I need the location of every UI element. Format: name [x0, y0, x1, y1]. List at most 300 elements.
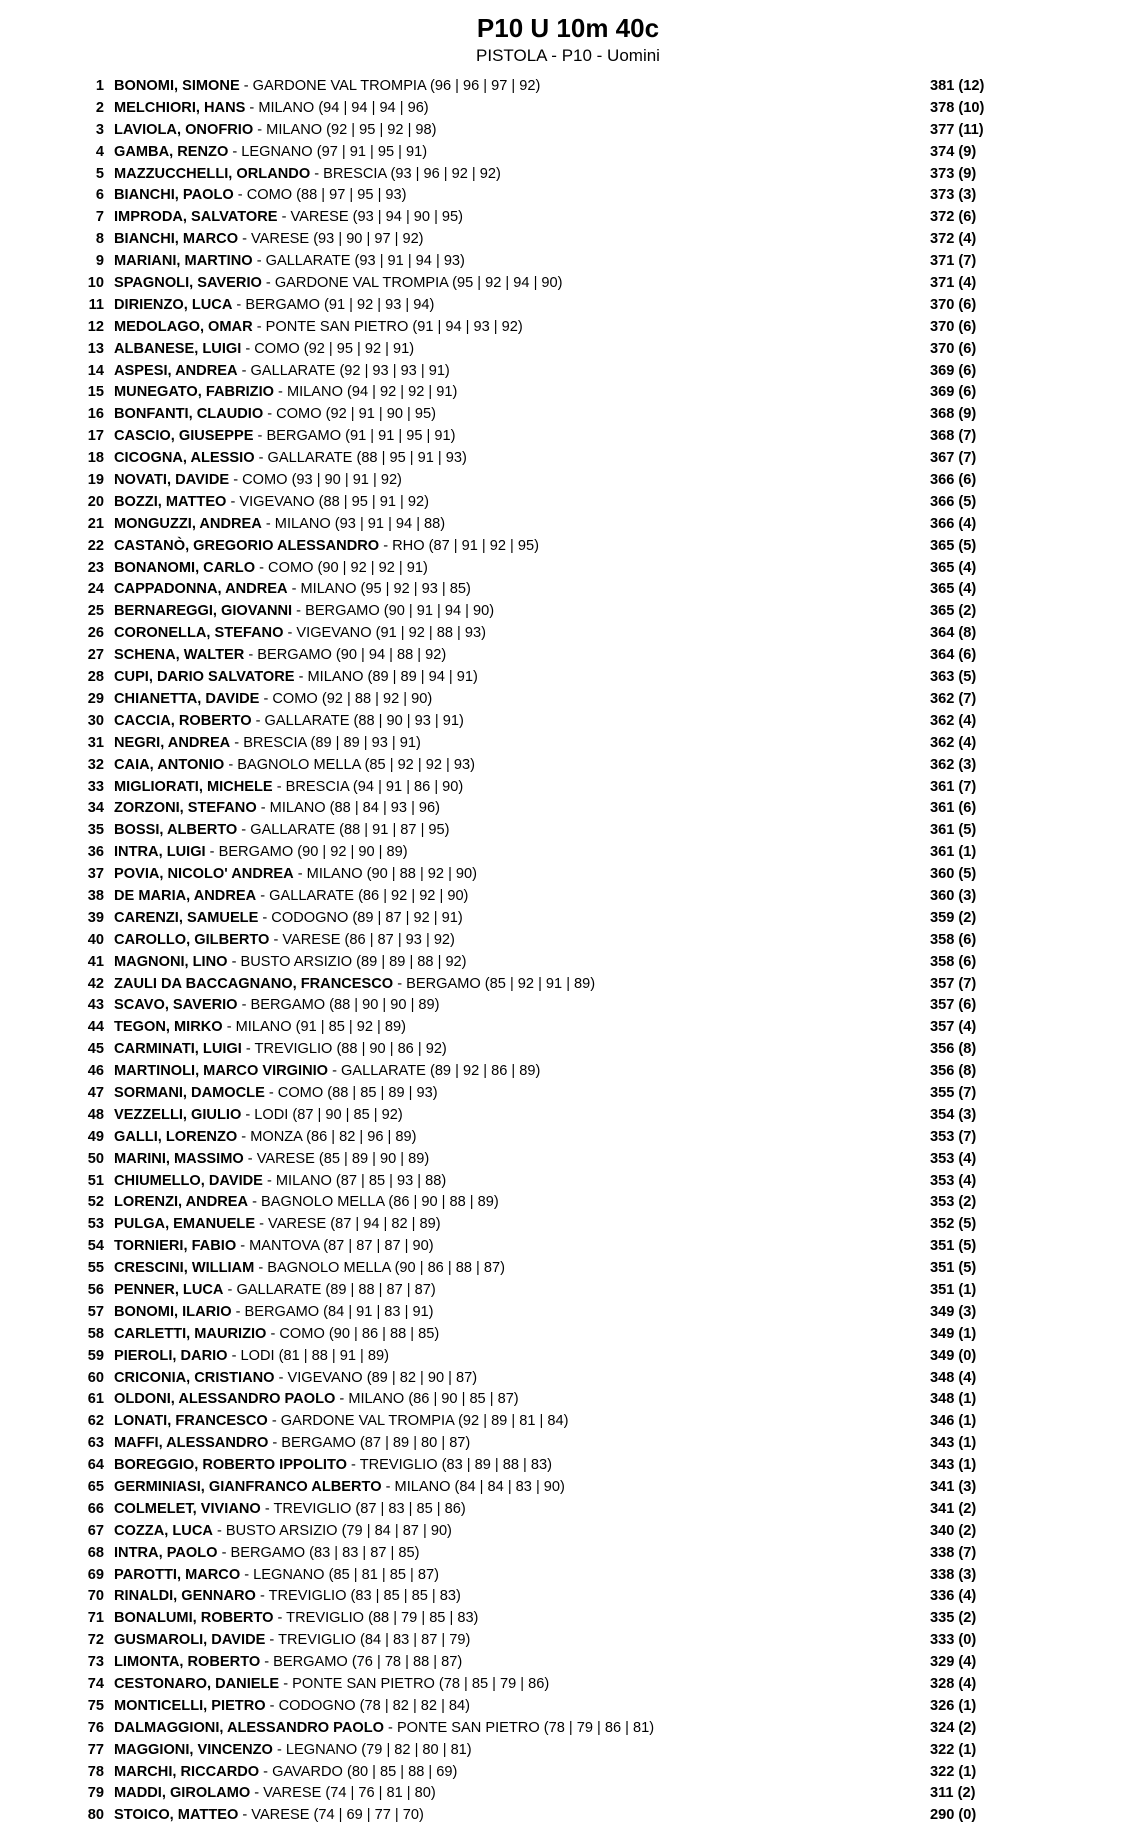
result-total-score: 341 (3)	[930, 1479, 977, 1495]
athlete-name: INTRA, PAOLO	[114, 1544, 218, 1561]
result-row	[0, 1061, 1136, 1083]
result-rank: 40	[87, 931, 104, 948]
athlete-name: MONTICELLI, PIETRO	[114, 1697, 266, 1714]
result-row	[0, 995, 1136, 1017]
athlete-name: CACCIA, ROBERTO	[114, 712, 252, 729]
athlete-name: SCAVO, SAVERIO	[114, 997, 238, 1014]
result-row	[0, 1039, 1136, 1061]
result-rank: 61	[87, 1391, 104, 1408]
result-total-score: 366 (5)	[930, 493, 977, 510]
result-entry	[114, 1521, 452, 1543]
club-and-series-scores: - COMO (88 | 97 | 95 | 93)	[233, 187, 407, 204]
result-rank: 52	[87, 1194, 104, 1211]
result-entry	[114, 1696, 470, 1718]
club-and-series-scores: - BAGNOLO MELLA (90 | 86 | 88 | 87)	[254, 1260, 505, 1277]
result-rank: 54	[87, 1238, 104, 1255]
result-row	[0, 1783, 1136, 1805]
result-total-score: 365 (4)	[930, 559, 977, 576]
result-entry	[114, 273, 563, 295]
result-entry	[114, 820, 450, 842]
result-entry	[114, 1608, 478, 1630]
result-total-score: 348 (4)	[930, 1369, 977, 1386]
result-rank: 69	[87, 1566, 104, 1583]
result-entry	[114, 995, 440, 1017]
result-total-score: 352 (5)	[930, 1216, 977, 1233]
result-total-score: 311 (2)	[930, 1785, 976, 1802]
athlete-name: MARTINOLI, MARCO VIRGINIO	[114, 1063, 329, 1080]
athlete-name: CRESCINI, WILLIAM	[114, 1260, 255, 1277]
club-and-series-scores: - MILANO (95 | 92 | 93 | 85)	[287, 581, 471, 598]
result-rank: 14	[87, 362, 104, 379]
result-row	[0, 426, 1136, 448]
club-and-series-scores: - GARDONE VAL TROMPIA (95 | 92 | 94 | 90)	[261, 275, 563, 292]
result-entry	[114, 1149, 429, 1171]
result-entry	[114, 536, 539, 558]
club-and-series-scores: - GALLARATE (86 | 92 | 92 | 90)	[256, 887, 469, 904]
athlete-name: CARENZI, SAMUELE	[114, 909, 259, 926]
athlete-name: NOVATI, DAVIDE	[114, 472, 230, 489]
club-and-series-scores: - BERGAMO (85 | 92 | 91 | 89)	[393, 975, 596, 992]
athlete-name: POVIA, NICOLO' ANDREA	[114, 866, 294, 883]
result-rank: 75	[87, 1697, 104, 1714]
result-row	[0, 1192, 1136, 1214]
result-entry	[114, 1280, 436, 1302]
result-entry	[114, 514, 445, 536]
result-entry	[114, 142, 427, 164]
athlete-name: CASTANÒ, GREGORIO ALESSANDRO	[114, 537, 380, 554]
result-row	[0, 470, 1136, 492]
result-row	[0, 1389, 1136, 1411]
club-and-series-scores: - COMO (92 | 91 | 90 | 95)	[263, 406, 436, 423]
result-total-score: 353 (7)	[930, 1128, 977, 1145]
result-total-score: 381 (12)	[930, 78, 985, 94]
result-total-score: 338 (3)	[930, 1566, 977, 1583]
result-entry	[114, 864, 477, 886]
athlete-name: CARLETTI, MAURIZIO	[114, 1325, 267, 1342]
club-and-series-scores: - BERGAMO (76 | 78 | 88 | 87)	[260, 1654, 463, 1671]
result-entry	[114, 1258, 505, 1280]
result-total-score: 290 (0)	[930, 1807, 977, 1824]
result-rank: 42	[87, 975, 104, 992]
result-rank: 49	[87, 1128, 104, 1145]
result-rank: 78	[87, 1763, 104, 1780]
result-entry	[114, 251, 465, 273]
result-entry	[114, 1346, 389, 1368]
result-rank: 30	[87, 712, 104, 729]
athlete-name: COLMELET, VIVIANO	[114, 1500, 261, 1517]
athlete-name: NEGRI, ANDREA	[114, 734, 231, 751]
result-row	[0, 273, 1136, 295]
athlete-name: CHIUMELLO, DAVIDE	[114, 1172, 263, 1189]
result-row	[0, 755, 1136, 777]
result-rank: 29	[87, 690, 104, 707]
result-total-score: 357 (7)	[930, 975, 977, 992]
result-rank: 39	[87, 909, 104, 926]
club-and-series-scores: - MONZA (86 | 82 | 96 | 89)	[237, 1128, 417, 1145]
club-and-series-scores: - GALLARATE (88 | 90 | 93 | 91)	[251, 712, 464, 729]
club-and-series-scores: - GAVARDO (80 | 85 | 88 | 69)	[259, 1763, 458, 1780]
result-entry	[114, 579, 471, 601]
athlete-name: BOREGGIO, ROBERTO IPPOLITO	[114, 1457, 347, 1474]
club-and-series-scores: - VARESE (87 | 94 | 82 | 89)	[255, 1216, 441, 1233]
club-and-series-scores: - LODI (81 | 88 | 91 | 89)	[227, 1347, 389, 1364]
result-total-score: 346 (1)	[930, 1413, 977, 1430]
result-entry	[114, 229, 424, 251]
result-total-score: 369 (6)	[930, 362, 977, 379]
athlete-name: CAROLLO, GILBERTO	[114, 931, 270, 948]
athlete-name: PIEROLI, DARIO	[114, 1347, 228, 1364]
result-total-score: 357 (4)	[930, 1019, 977, 1036]
result-total-score: 361 (5)	[930, 822, 977, 839]
result-row	[0, 1455, 1136, 1477]
result-entry	[114, 1127, 417, 1149]
result-row	[0, 1324, 1136, 1346]
result-row	[0, 1127, 1136, 1149]
result-row	[0, 1718, 1136, 1740]
club-and-series-scores: - CODOGNO (78 | 82 | 82 | 84)	[265, 1697, 471, 1714]
result-total-score: 378 (10)	[930, 99, 985, 116]
result-total-score: 362 (4)	[930, 734, 977, 751]
result-total-score: 368 (7)	[930, 428, 977, 445]
result-row	[0, 820, 1136, 842]
club-and-series-scores: - BUSTO ARSIZIO (79 | 84 | 87 | 90)	[212, 1522, 452, 1539]
club-and-series-scores: - GARDONE VAL TROMPIA (96 | 96 | 97 | 92)	[239, 78, 541, 94]
result-rank: 28	[87, 669, 104, 686]
result-entry	[114, 1740, 472, 1762]
result-rank: 67	[87, 1522, 104, 1539]
result-row	[0, 1543, 1136, 1565]
athlete-name: BONFANTI, CLAUDIO	[114, 406, 264, 423]
result-entry	[114, 842, 408, 864]
result-rank: 55	[87, 1260, 104, 1277]
result-total-score: 370 (6)	[930, 318, 977, 335]
result-total-score: 372 (6)	[930, 209, 977, 226]
result-rank: 9	[95, 253, 104, 270]
result-total-score: 365 (5)	[930, 537, 977, 554]
athlete-name: CARMINATI, LUIGI	[114, 1041, 242, 1058]
club-and-series-scores: - CODOGNO (89 | 87 | 92 | 91)	[258, 909, 463, 926]
result-total-score: 361 (6)	[930, 800, 977, 817]
club-and-series-scores: - GALLARATE (89 | 92 | 86 | 89)	[328, 1063, 541, 1080]
result-entry	[114, 1324, 439, 1346]
athlete-name: LAVIOLA, ONOFRIO	[114, 121, 254, 138]
club-and-series-scores: - VARESE (86 | 87 | 93 | 92)	[269, 931, 455, 948]
result-rank: 59	[87, 1347, 104, 1364]
club-and-series-scores: - VIGEVANO (91 | 92 | 88 | 93)	[283, 625, 486, 642]
result-total-score: 351 (5)	[930, 1238, 977, 1255]
result-entry	[114, 120, 437, 142]
result-total-score: 324 (2)	[930, 1719, 977, 1736]
result-rank: 31	[87, 734, 104, 751]
result-total-score: 364 (8)	[930, 625, 977, 642]
result-entry	[114, 1630, 470, 1652]
result-entry	[114, 98, 429, 120]
result-row	[0, 1805, 1136, 1827]
result-entry	[114, 1783, 436, 1805]
result-total-score: 341 (2)	[930, 1500, 977, 1517]
result-row	[0, 1258, 1136, 1280]
result-entry	[114, 207, 463, 229]
athlete-name: TORNIERI, FABIO	[114, 1238, 237, 1255]
club-and-series-scores: - BERGAMO (90 | 94 | 88 | 92)	[244, 647, 447, 664]
result-total-score: 351 (1)	[930, 1281, 977, 1298]
result-entry	[114, 339, 414, 361]
result-rank: 17	[87, 428, 104, 445]
athlete-name: BONOMI, ILARIO	[114, 1303, 232, 1320]
result-row	[0, 1521, 1136, 1543]
club-and-series-scores: - COMO (90 | 92 | 92 | 91)	[255, 559, 428, 576]
result-entry	[114, 623, 486, 645]
result-rank: 25	[87, 603, 104, 620]
result-entry	[114, 1214, 441, 1236]
result-rank: 77	[87, 1741, 104, 1758]
result-rank: 7	[95, 209, 104, 226]
club-and-series-scores: - MILANO (84 | 84 | 83 | 90)	[381, 1479, 565, 1495]
result-total-score: 365 (2)	[930, 603, 977, 620]
result-total-score: 368 (9)	[930, 406, 977, 423]
result-rank: 16	[87, 406, 104, 423]
result-total-score: 329 (4)	[930, 1654, 977, 1671]
result-total-score: 365 (4)	[930, 581, 977, 598]
result-total-score: 322 (1)	[930, 1741, 977, 1758]
result-total-score: 370 (6)	[930, 296, 977, 313]
result-entry	[114, 76, 540, 98]
result-rank: 43	[87, 997, 104, 1014]
result-rank: 58	[87, 1325, 104, 1342]
result-total-score: 335 (2)	[930, 1610, 977, 1627]
result-row	[0, 711, 1136, 733]
athlete-name: MADDI, GIROLAMO	[114, 1785, 251, 1802]
club-and-series-scores: - GARDONE VAL TROMPIA (92 | 89 | 81 | 84)	[267, 1413, 569, 1430]
result-row	[0, 536, 1136, 558]
club-and-series-scores: - MILANO (86 | 90 | 85 | 87)	[335, 1391, 519, 1408]
club-and-series-scores: - COMO (93 | 90 | 91 | 92)	[229, 472, 402, 489]
result-row	[0, 142, 1136, 164]
result-total-score: 362 (7)	[930, 690, 977, 707]
result-row	[0, 1083, 1136, 1105]
result-total-score: 364 (6)	[930, 647, 977, 664]
athlete-name: ZAULI DA BACCAGNANO, FRANCESCO	[114, 975, 394, 992]
result-rank: 32	[87, 756, 104, 773]
result-entry	[114, 492, 429, 514]
result-rank: 38	[87, 887, 104, 904]
result-total-score: 366 (4)	[930, 515, 977, 532]
result-row	[0, 1652, 1136, 1674]
club-and-series-scores: - BERGAMO (91 | 91 | 95 | 91)	[253, 428, 456, 445]
result-row	[0, 1214, 1136, 1236]
result-rank: 44	[87, 1019, 104, 1036]
result-total-score: 353 (4)	[930, 1150, 977, 1167]
club-and-series-scores: - MILANO (88 | 84 | 93 | 96)	[256, 800, 441, 817]
result-rank: 46	[87, 1063, 104, 1080]
result-rank: 62	[87, 1413, 104, 1430]
athlete-name: MARIANI, MARTINO	[114, 253, 253, 270]
athlete-name: MAGGIONI, VINCENZO	[114, 1741, 273, 1758]
club-and-series-scores: - BERGAMO (87 | 89 | 80 | 87)	[268, 1435, 471, 1452]
result-entry	[114, 1192, 499, 1214]
result-rank: 27	[87, 647, 104, 664]
result-entry	[114, 1061, 540, 1083]
result-total-score: 343 (1)	[930, 1435, 977, 1452]
athlete-name: DIRIENZO, LUCA	[114, 296, 233, 313]
result-rank: 22	[87, 537, 104, 554]
result-entry	[114, 733, 421, 755]
result-row	[0, 908, 1136, 930]
result-entry	[114, 930, 455, 952]
result-total-score: 349 (3)	[930, 1303, 977, 1320]
result-row	[0, 76, 1136, 98]
result-row	[0, 1630, 1136, 1652]
club-and-series-scores: - GALLARATE (92 | 93 | 93 | 91)	[237, 362, 450, 379]
result-row	[0, 295, 1136, 317]
club-and-series-scores: - PONTE SAN PIETRO (78 | 79 | 86 | 81)	[383, 1719, 655, 1736]
result-total-score: 373 (3)	[930, 187, 977, 204]
result-total-score: 333 (0)	[930, 1632, 977, 1649]
result-entry	[114, 1105, 403, 1127]
result-row	[0, 1674, 1136, 1696]
result-row	[0, 185, 1136, 207]
athlete-name: CASCIO, GIUSEPPE	[114, 428, 254, 445]
club-and-series-scores: - BERGAMO (83 | 83 | 87 | 85)	[217, 1544, 420, 1561]
club-and-series-scores: - GALLARATE (89 | 88 | 87 | 87)	[223, 1281, 436, 1298]
club-and-series-scores: - TREVIGLIO (83 | 85 | 85 | 83)	[255, 1588, 461, 1605]
result-rank: 71	[87, 1610, 104, 1627]
result-entry	[114, 667, 478, 689]
result-row	[0, 842, 1136, 864]
club-and-series-scores: - VARESE (93 | 94 | 90 | 95)	[277, 209, 464, 226]
athlete-name: CAPPADONNA, ANDREA	[114, 581, 288, 598]
page-subtitle: PISTOLA - P10 - Uomini	[476, 46, 660, 65]
result-entry	[114, 1411, 568, 1433]
result-row	[0, 798, 1136, 820]
result-entry	[114, 711, 464, 733]
result-rank: 23	[87, 559, 104, 576]
result-rank: 36	[87, 844, 104, 861]
result-rank: 3	[95, 121, 104, 138]
result-rank: 73	[87, 1654, 104, 1671]
result-row	[0, 164, 1136, 186]
athlete-name: ALBANESE, LUIGI	[114, 340, 242, 357]
club-and-series-scores: - BAGNOLO MELLA (86 | 90 | 88 | 89)	[248, 1194, 499, 1211]
club-and-series-scores: - MILANO (92 | 95 | 92 | 98)	[253, 121, 437, 138]
result-rank: 2	[95, 99, 104, 116]
result-row	[0, 623, 1136, 645]
result-rank: 4	[95, 143, 104, 160]
result-entry	[114, 361, 450, 383]
result-total-score: 326 (1)	[930, 1697, 977, 1714]
result-total-score: 348 (1)	[930, 1391, 977, 1408]
result-rank: 65	[87, 1479, 104, 1495]
result-rank: 57	[87, 1303, 104, 1320]
athlete-name: IMPRODA, SALVATORE	[114, 209, 278, 226]
result-total-score: 349 (1)	[930, 1325, 977, 1342]
result-rank: 70	[87, 1588, 104, 1605]
result-total-score: 371 (7)	[930, 253, 977, 270]
result-row	[0, 120, 1136, 142]
result-row	[0, 1280, 1136, 1302]
result-row	[0, 1236, 1136, 1258]
result-total-score: 336 (4)	[930, 1588, 977, 1605]
club-and-series-scores: - VARESE (74 | 69 | 77 | 70)	[238, 1807, 424, 1824]
athlete-name: MARCHI, RICCARDO	[114, 1763, 260, 1780]
result-row	[0, 492, 1136, 514]
club-and-series-scores: - VIGEVANO (89 | 82 | 90 | 87)	[274, 1369, 478, 1386]
result-entry	[114, 777, 463, 799]
club-and-series-scores: - MILANO (94 | 92 | 92 | 91)	[274, 384, 458, 401]
athlete-name: SPAGNOLI, SAVERIO	[114, 275, 262, 292]
result-rank: 1	[95, 78, 104, 94]
result-row	[0, 1477, 1136, 1499]
club-and-series-scores: - LEGNANO (85 | 81 | 85 | 87)	[240, 1566, 439, 1583]
result-rank: 10	[87, 275, 104, 292]
result-row	[0, 361, 1136, 383]
result-entry	[114, 558, 428, 580]
athlete-name: GUSMAROLI, DAVIDE	[114, 1632, 266, 1649]
result-entry	[114, 755, 475, 777]
athlete-name: SCHENA, WALTER	[114, 647, 245, 664]
athlete-name: BERNAREGGI, GIOVANNI	[114, 603, 293, 620]
athlete-name: CICOGNA, ALESSIO	[114, 450, 255, 467]
athlete-name: BIANCHI, PAOLO	[114, 187, 234, 204]
result-entry	[114, 164, 501, 186]
club-and-series-scores: - TREVIGLIO (87 | 83 | 85 | 86)	[260, 1500, 466, 1517]
result-total-score: 377 (11)	[930, 121, 984, 138]
athlete-name: INTRA, LUIGI	[114, 844, 206, 861]
athlete-name: DE MARIA, ANDREA	[114, 887, 257, 904]
result-row	[0, 1433, 1136, 1455]
result-row	[0, 448, 1136, 470]
result-entry	[114, 1586, 461, 1608]
result-rank: 35	[87, 822, 104, 839]
result-row	[0, 558, 1136, 580]
club-and-series-scores: - COMO (90 | 86 | 88 | 85)	[266, 1325, 440, 1342]
result-total-score: 372 (4)	[930, 231, 977, 248]
result-rank: 45	[87, 1041, 104, 1058]
club-and-series-scores: - GALLARATE (88 | 91 | 87 | 95)	[237, 822, 450, 839]
club-and-series-scores: - PONTE SAN PIETRO (91 | 94 | 93 | 92)	[252, 318, 523, 335]
athlete-name: MAGNONI, LINO	[114, 953, 228, 970]
club-and-series-scores: - VIGEVANO (88 | 95 | 91 | 92)	[226, 493, 429, 510]
result-total-score: 354 (3)	[930, 1106, 977, 1123]
result-entry	[114, 908, 463, 930]
athlete-name: LONATI, FRANCESCO	[114, 1413, 268, 1430]
result-entry	[114, 448, 467, 470]
athlete-name: OLDONI, ALESSANDRO PAOLO	[114, 1391, 336, 1408]
athlete-name: BONANOMI, CARLO	[114, 559, 256, 576]
result-rank: 56	[87, 1281, 104, 1298]
result-total-score: 356 (8)	[930, 1041, 977, 1058]
athlete-name: GALLI, LORENZO	[114, 1128, 238, 1145]
club-and-series-scores: - PONTE SAN PIETRO (78 | 85 | 79 | 86)	[279, 1676, 550, 1693]
result-row	[0, 229, 1136, 251]
result-total-score: 363 (5)	[930, 669, 977, 686]
club-and-series-scores: - TREVIGLIO (88 | 79 | 85 | 83)	[273, 1610, 479, 1627]
club-and-series-scores: - COMO (92 | 88 | 92 | 90)	[259, 690, 433, 707]
result-row	[0, 1171, 1136, 1193]
result-row	[0, 1411, 1136, 1433]
result-row	[0, 689, 1136, 711]
club-and-series-scores: - VARESE (74 | 76 | 81 | 80)	[250, 1785, 436, 1802]
result-entry	[114, 886, 468, 908]
result-entry	[114, 645, 446, 667]
results-list	[0, 76, 1136, 1827]
result-rank: 79	[87, 1785, 104, 1802]
result-row	[0, 733, 1136, 755]
result-rank: 6	[95, 187, 104, 204]
result-rank: 21	[87, 515, 104, 532]
result-row	[0, 1368, 1136, 1390]
result-row	[0, 1608, 1136, 1630]
